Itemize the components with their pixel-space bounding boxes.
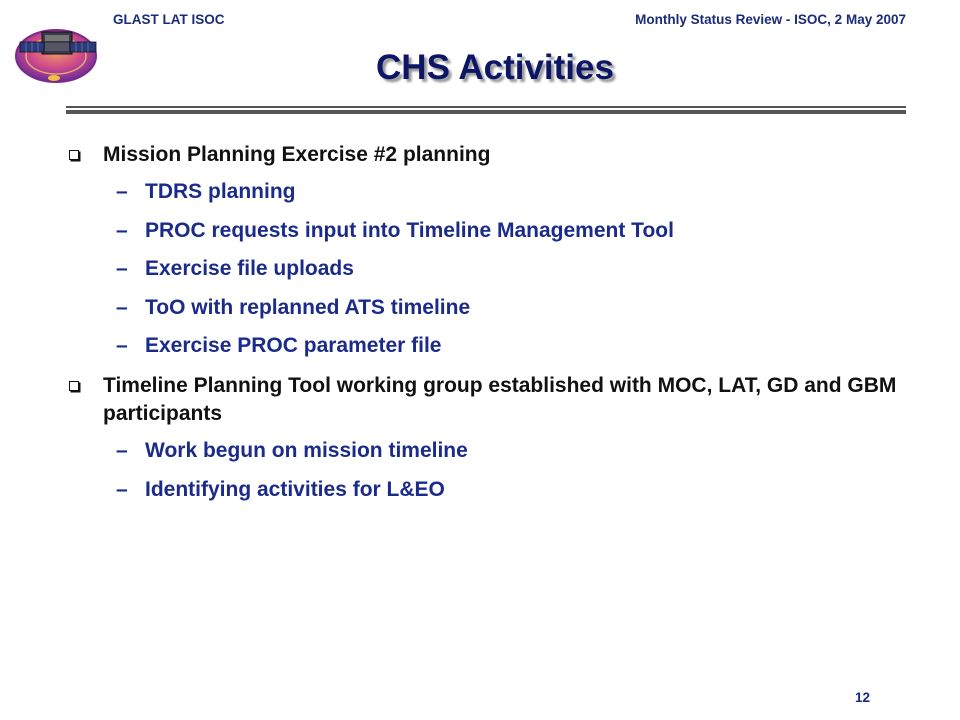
page-title: CHS Activities xyxy=(376,48,614,87)
sub-bullet-text: ToO with replanned ATS timeline xyxy=(145,295,471,319)
sub-bullet-text: Work begun on mission timeline xyxy=(145,439,468,462)
dash-marker: – xyxy=(116,180,128,203)
square-bullet-icon xyxy=(69,381,79,391)
header-left-text: GLAST LAT ISOC xyxy=(113,12,225,27)
sub-bullet-text: Exercise file uploads xyxy=(145,257,354,280)
bullet-text: Mission Planning Exercise #2 planning xyxy=(103,143,491,166)
sub-bullet-text: Exercise PROC parameter file xyxy=(145,334,442,357)
dash-marker: – xyxy=(116,477,128,501)
bullet-item xyxy=(103,141,903,169)
sub-bullet-text: Identifying activities for L&EO xyxy=(145,477,445,501)
bullet-item xyxy=(103,372,903,428)
square-bullet-icon xyxy=(69,150,79,160)
dash-marker: – xyxy=(116,439,128,462)
bullet-text: Timeline Planning Tool working group established with MOC, LAT, GD and GBM participants xyxy=(103,374,897,425)
dash-marker: – xyxy=(116,334,128,357)
header-right-text: Monthly Status Review - ISOC, 2 May 2007 xyxy=(635,12,906,27)
title-rule-thin xyxy=(66,106,906,108)
title-rule-thick xyxy=(66,110,906,114)
sub-bullet-text: PROC requests input into Timeline Management Tool xyxy=(145,218,674,242)
dash-marker: – xyxy=(116,257,128,280)
page-number: 12 xyxy=(855,690,871,705)
dash-marker: – xyxy=(116,295,128,319)
sub-bullet-text: TDRS planning xyxy=(145,180,296,203)
dash-marker: – xyxy=(116,218,128,242)
